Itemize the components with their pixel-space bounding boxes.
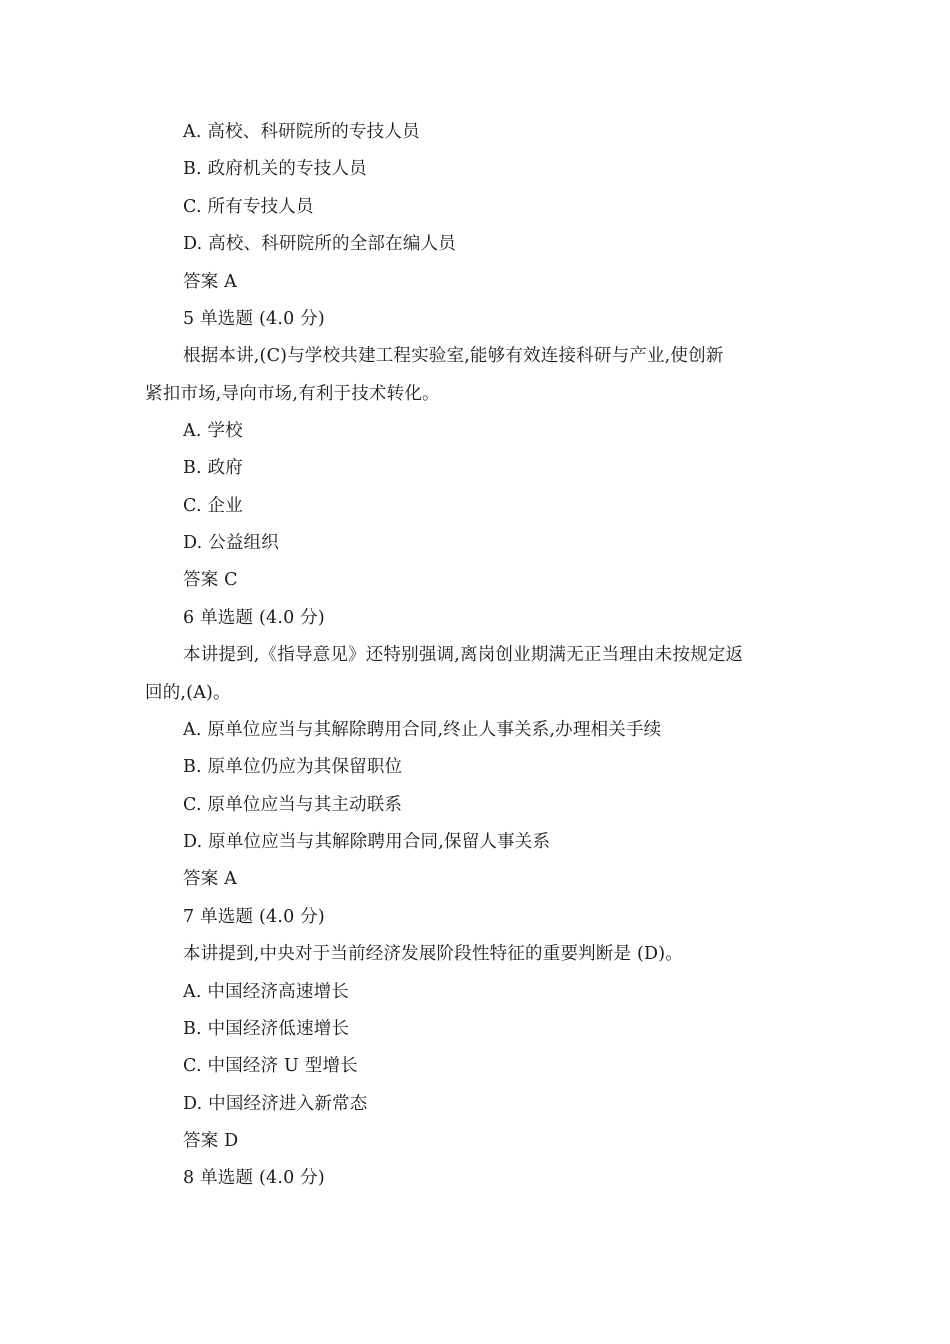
q5-stem-line2: 紧扣市场,导向市场,有利于技术转化。 [145, 384, 440, 404]
q6-header: 6 单选题 (4.0 分) [183, 608, 325, 628]
q5-answer: 答案 C [183, 570, 238, 590]
q4-option-a: A. 高校、科研院所的专技人员 [183, 122, 420, 142]
q8-header: 8 单选题 (4.0 分) [183, 1168, 325, 1188]
q6-option-d: D. 原单位应当与其解除聘用合同,保留人事关系 [183, 832, 551, 852]
q5-option-b: B. 政府 [183, 458, 243, 478]
q5-stem-line1: 根据本讲,(C)与学校共建工程实验室,能够有效连接科研与产业,使创新 [183, 346, 724, 366]
q5-option-d: D. 公益组织 [183, 533, 279, 553]
q7-option-a: A. 中国经济高速增长 [183, 982, 349, 1002]
q5-option-c: C. 企业 [183, 496, 243, 516]
q5-option-a: A. 学校 [183, 421, 243, 441]
q7-option-b: B. 中国经济低速增长 [183, 1019, 350, 1039]
q7-header: 7 单选题 (4.0 分) [183, 907, 325, 927]
q7-answer: 答案 D [183, 1131, 239, 1151]
q4-option-b: B. 政府机关的专技人员 [183, 159, 367, 179]
q7-option-c: C. 中国经济 U 型增长 [183, 1056, 358, 1076]
q6-option-c: C. 原单位应当与其主动联系 [183, 795, 403, 815]
q5-header: 5 单选题 (4.0 分) [183, 309, 325, 329]
q4-option-c: C. 所有专技人员 [183, 197, 314, 217]
q6-option-b: B. 原单位仍应为其保留职位 [183, 757, 403, 777]
q6-stem-line1: 本讲提到,《指导意见》还特别强调,离岗创业期满无正当理由未按规定返 [183, 645, 744, 665]
q6-answer: 答案 A [183, 869, 238, 889]
q4-option-d: D. 高校、科研院所的全部在编人员 [183, 234, 456, 254]
q7-option-d: D. 中国经济进入新常态 [183, 1094, 368, 1114]
q4-answer: 答案 A [183, 272, 238, 292]
q6-option-a: A. 原单位应当与其解除聘用合同,终止人事关系,办理相关手续 [183, 720, 662, 740]
q6-stem-line2: 回的,(A)。 [145, 683, 231, 703]
q7-stem: 本讲提到,中央对于当前经济发展阶段性特征的重要判断是 (D)。 [183, 944, 684, 964]
